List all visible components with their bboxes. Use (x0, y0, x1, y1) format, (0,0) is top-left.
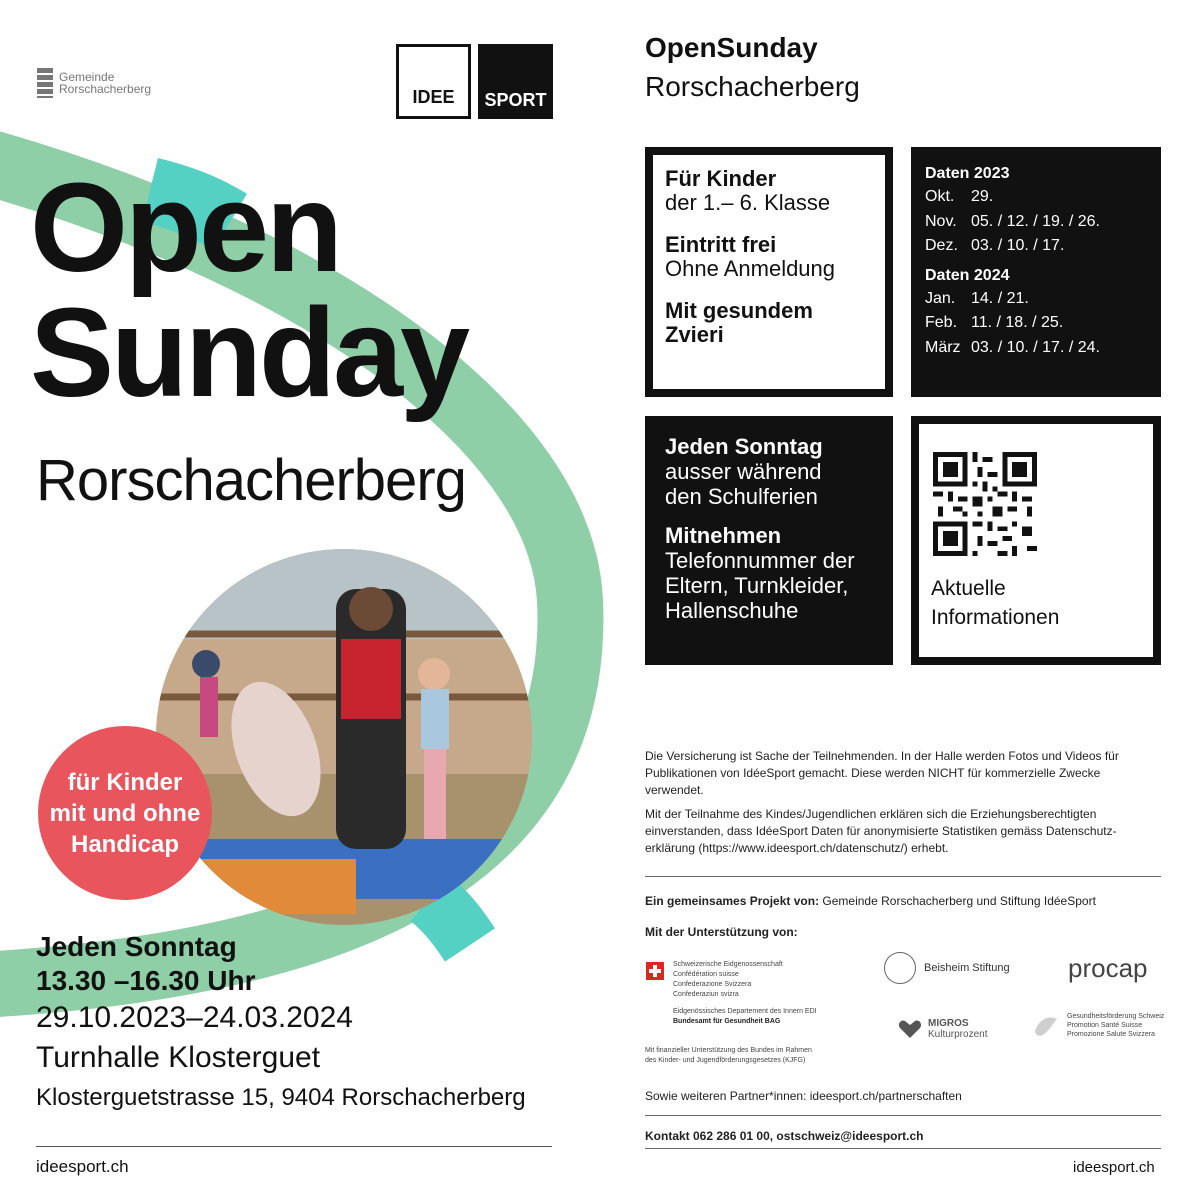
support-label: Mit der Unterstützung von: (645, 925, 798, 939)
funding-line1: Mit finanzieller Unterstützung des Bundes im Rahmen (645, 1047, 812, 1054)
event-period: 29.10.2023–24.03.2024 (36, 1001, 353, 1034)
qr-label-line2: Informationen (931, 606, 1060, 629)
divider (645, 1115, 1161, 1116)
sunday-info-box (645, 416, 893, 665)
kinder-info-box (645, 147, 893, 397)
swiss-name-it: Confederazione Svizzera (673, 981, 752, 988)
dates-row (925, 210, 1147, 235)
entry-heading: Eintritt frei (665, 232, 777, 257)
dates-row (925, 234, 1147, 259)
date-month: Jan. (925, 289, 956, 307)
bring-heading: Mitnehmen (665, 523, 782, 548)
edi-logo (673, 1007, 817, 1027)
event-address: Klosterguetstrasse 15, 9404 Rorschacherberg (36, 1084, 526, 1111)
kinder-heading: Für Kinder (665, 166, 777, 191)
dates-row (925, 311, 1147, 336)
project-line (645, 893, 1096, 910)
date-month: Dez. (925, 237, 958, 254)
dates-row (925, 185, 1147, 210)
gfs-line1: Gesundheitsförderung Schweiz (1067, 1013, 1165, 1020)
heart-icon (898, 1019, 922, 1039)
snack-heading-line2: Zvieri (665, 322, 724, 347)
migros-line1: MIGROS (928, 1018, 969, 1029)
hero-place: Rorschacherberg (36, 448, 466, 513)
swiss-confederation-logo (673, 960, 783, 1000)
swiss-name-rm: Confederaziun svizra (673, 991, 739, 998)
date-days: 03. / 10. / 17. / 24. (971, 338, 1100, 356)
dates-box (911, 147, 1161, 397)
date-days: 29. (971, 188, 994, 205)
dates-2024-heading: Daten 2024 (925, 266, 1010, 284)
badge-line2: mit und ohne (49, 799, 201, 827)
entry-text: Ohne Anmeldung (665, 256, 836, 281)
snack-heading-line1: Mit gesundem (665, 298, 813, 323)
contact-line: Kontakt 062 286 01 00, ostschweiz@ideesport.ch (645, 1129, 924, 1143)
edi-line2: Bundesamt für Gesundheit BAG (673, 1018, 781, 1025)
health-promotion-icon (1033, 1015, 1061, 1037)
swiss-name-fr: Confédération suisse (673, 971, 739, 978)
date-days: 14. / 21. (971, 289, 1029, 307)
date-month: Nov. (925, 212, 957, 230)
right-subtitle: Rorschacherberg (645, 71, 860, 102)
project-label: Ein gemeinsames Projekt von: (645, 894, 820, 908)
funding-note (645, 1046, 812, 1066)
edi-line1: Eidgenössisches Departement des Innern EDI (673, 1008, 817, 1015)
beisheim-text: Beisheim Stiftung (924, 962, 1010, 974)
event-info (36, 930, 526, 1118)
event-time: 13.30 –16.30 Uhr (36, 965, 256, 996)
badge-line3: Handicap (70, 830, 180, 858)
date-days: 05. / 12. / 19. / 26. (971, 212, 1100, 230)
sunday-text-line2: den Schulferien (665, 484, 818, 509)
municipality-line2: Rorschacherberg (59, 82, 152, 96)
event-weekday: Jeden Sonntag (36, 931, 237, 962)
dates-row (925, 287, 1147, 312)
divider (645, 1148, 1161, 1149)
migros-line2: Kulturprozent (928, 1029, 988, 1040)
consent-notice: Mit der Teilnahme des Kindes/Jugendlichen erklären sich die Erziehungsberechtigten einverstanden, dass IdéeSport Daten für anonymisierte Statistiken gemäss Datenschutz-erklärung (https://www.ideesport.ch/datenschutz/) erhebt. (645, 807, 1117, 855)
website-link-left[interactable]: ideesport.ch (36, 1157, 129, 1176)
partners-line: Sowie weiteren Partner*innen: ideesport.ch/partnerschaften (645, 1089, 962, 1103)
gym-photo (156, 549, 532, 925)
hero-title-open: Open (30, 157, 341, 298)
date-days: 03. / 10. / 17. (971, 237, 1065, 254)
divider (645, 876, 1161, 877)
handicap-badge (38, 726, 212, 900)
kinder-text: der 1.– 6. Klasse (665, 190, 831, 215)
sunday-heading: Jeden Sonntag (665, 434, 823, 459)
date-days: 11. / 18. / 25. (971, 314, 1064, 331)
municipality-mark-icon (37, 68, 53, 98)
dates-row (925, 336, 1147, 361)
insurance-notice: Die Versicherung ist Sache der Teilnehmenden. In der Halle werden Fotos und Videos für Publikationen von IdéeSport gemacht. Diese werden NICHT für kommerzielle Zwecke verwendet. (645, 749, 1119, 797)
divider-left (36, 1146, 552, 1147)
date-month: März (925, 338, 961, 356)
swiss-name-de: Schweizerische Eidgenossenschaft (673, 961, 783, 968)
municipality-logo (37, 68, 151, 98)
migros-logo (898, 1018, 987, 1040)
event-venue: Turnhalle Klosterguet (36, 1041, 321, 1074)
hero-title-sunday: Sunday (30, 282, 468, 423)
gfs-line2: Promotion Santé Suisse (1067, 1022, 1143, 1029)
beisheim-circle-icon (884, 952, 916, 984)
project-text: Gemeinde Rorschacherberg und Stiftung IdéeSport (822, 894, 1096, 908)
sunday-text-line1: ausser während (665, 459, 822, 484)
date-month: Okt. (925, 188, 955, 205)
beisheim-logo (884, 952, 1010, 984)
procap-logo: procap (1068, 953, 1148, 983)
municipality-line1: Gemeinde (59, 70, 115, 84)
gesundheitsfoerderung-logo (1033, 1012, 1164, 1039)
badge-line1: für Kinder (67, 768, 183, 796)
qr-code-icon[interactable] (933, 452, 1037, 556)
right-title: OpenSunday (645, 32, 818, 63)
swiss-flag-icon (646, 962, 664, 980)
logo-idee: IDEE (396, 44, 471, 119)
qr-box[interactable] (911, 416, 1161, 665)
bring-text-line3: Hallenschuhe (665, 598, 799, 623)
bring-text-line1: Telefonnummer der (665, 548, 855, 573)
funding-line2: des Kinder- und Jugendförderungsgesetzes (KJFG) (645, 1057, 806, 1064)
website-link-right[interactable]: ideesport.ch (1073, 1159, 1155, 1176)
gfs-line3: Promozione Salute Svizzera (1067, 1031, 1155, 1038)
date-month: Feb. (925, 314, 958, 331)
dates-2023-heading: Daten 2023 (925, 165, 1010, 182)
bring-text-line2: Eltern, Turnkleider, (665, 573, 849, 598)
qr-label-line1: Aktuelle (931, 577, 1006, 600)
logo-sport: SPORT (478, 44, 553, 119)
